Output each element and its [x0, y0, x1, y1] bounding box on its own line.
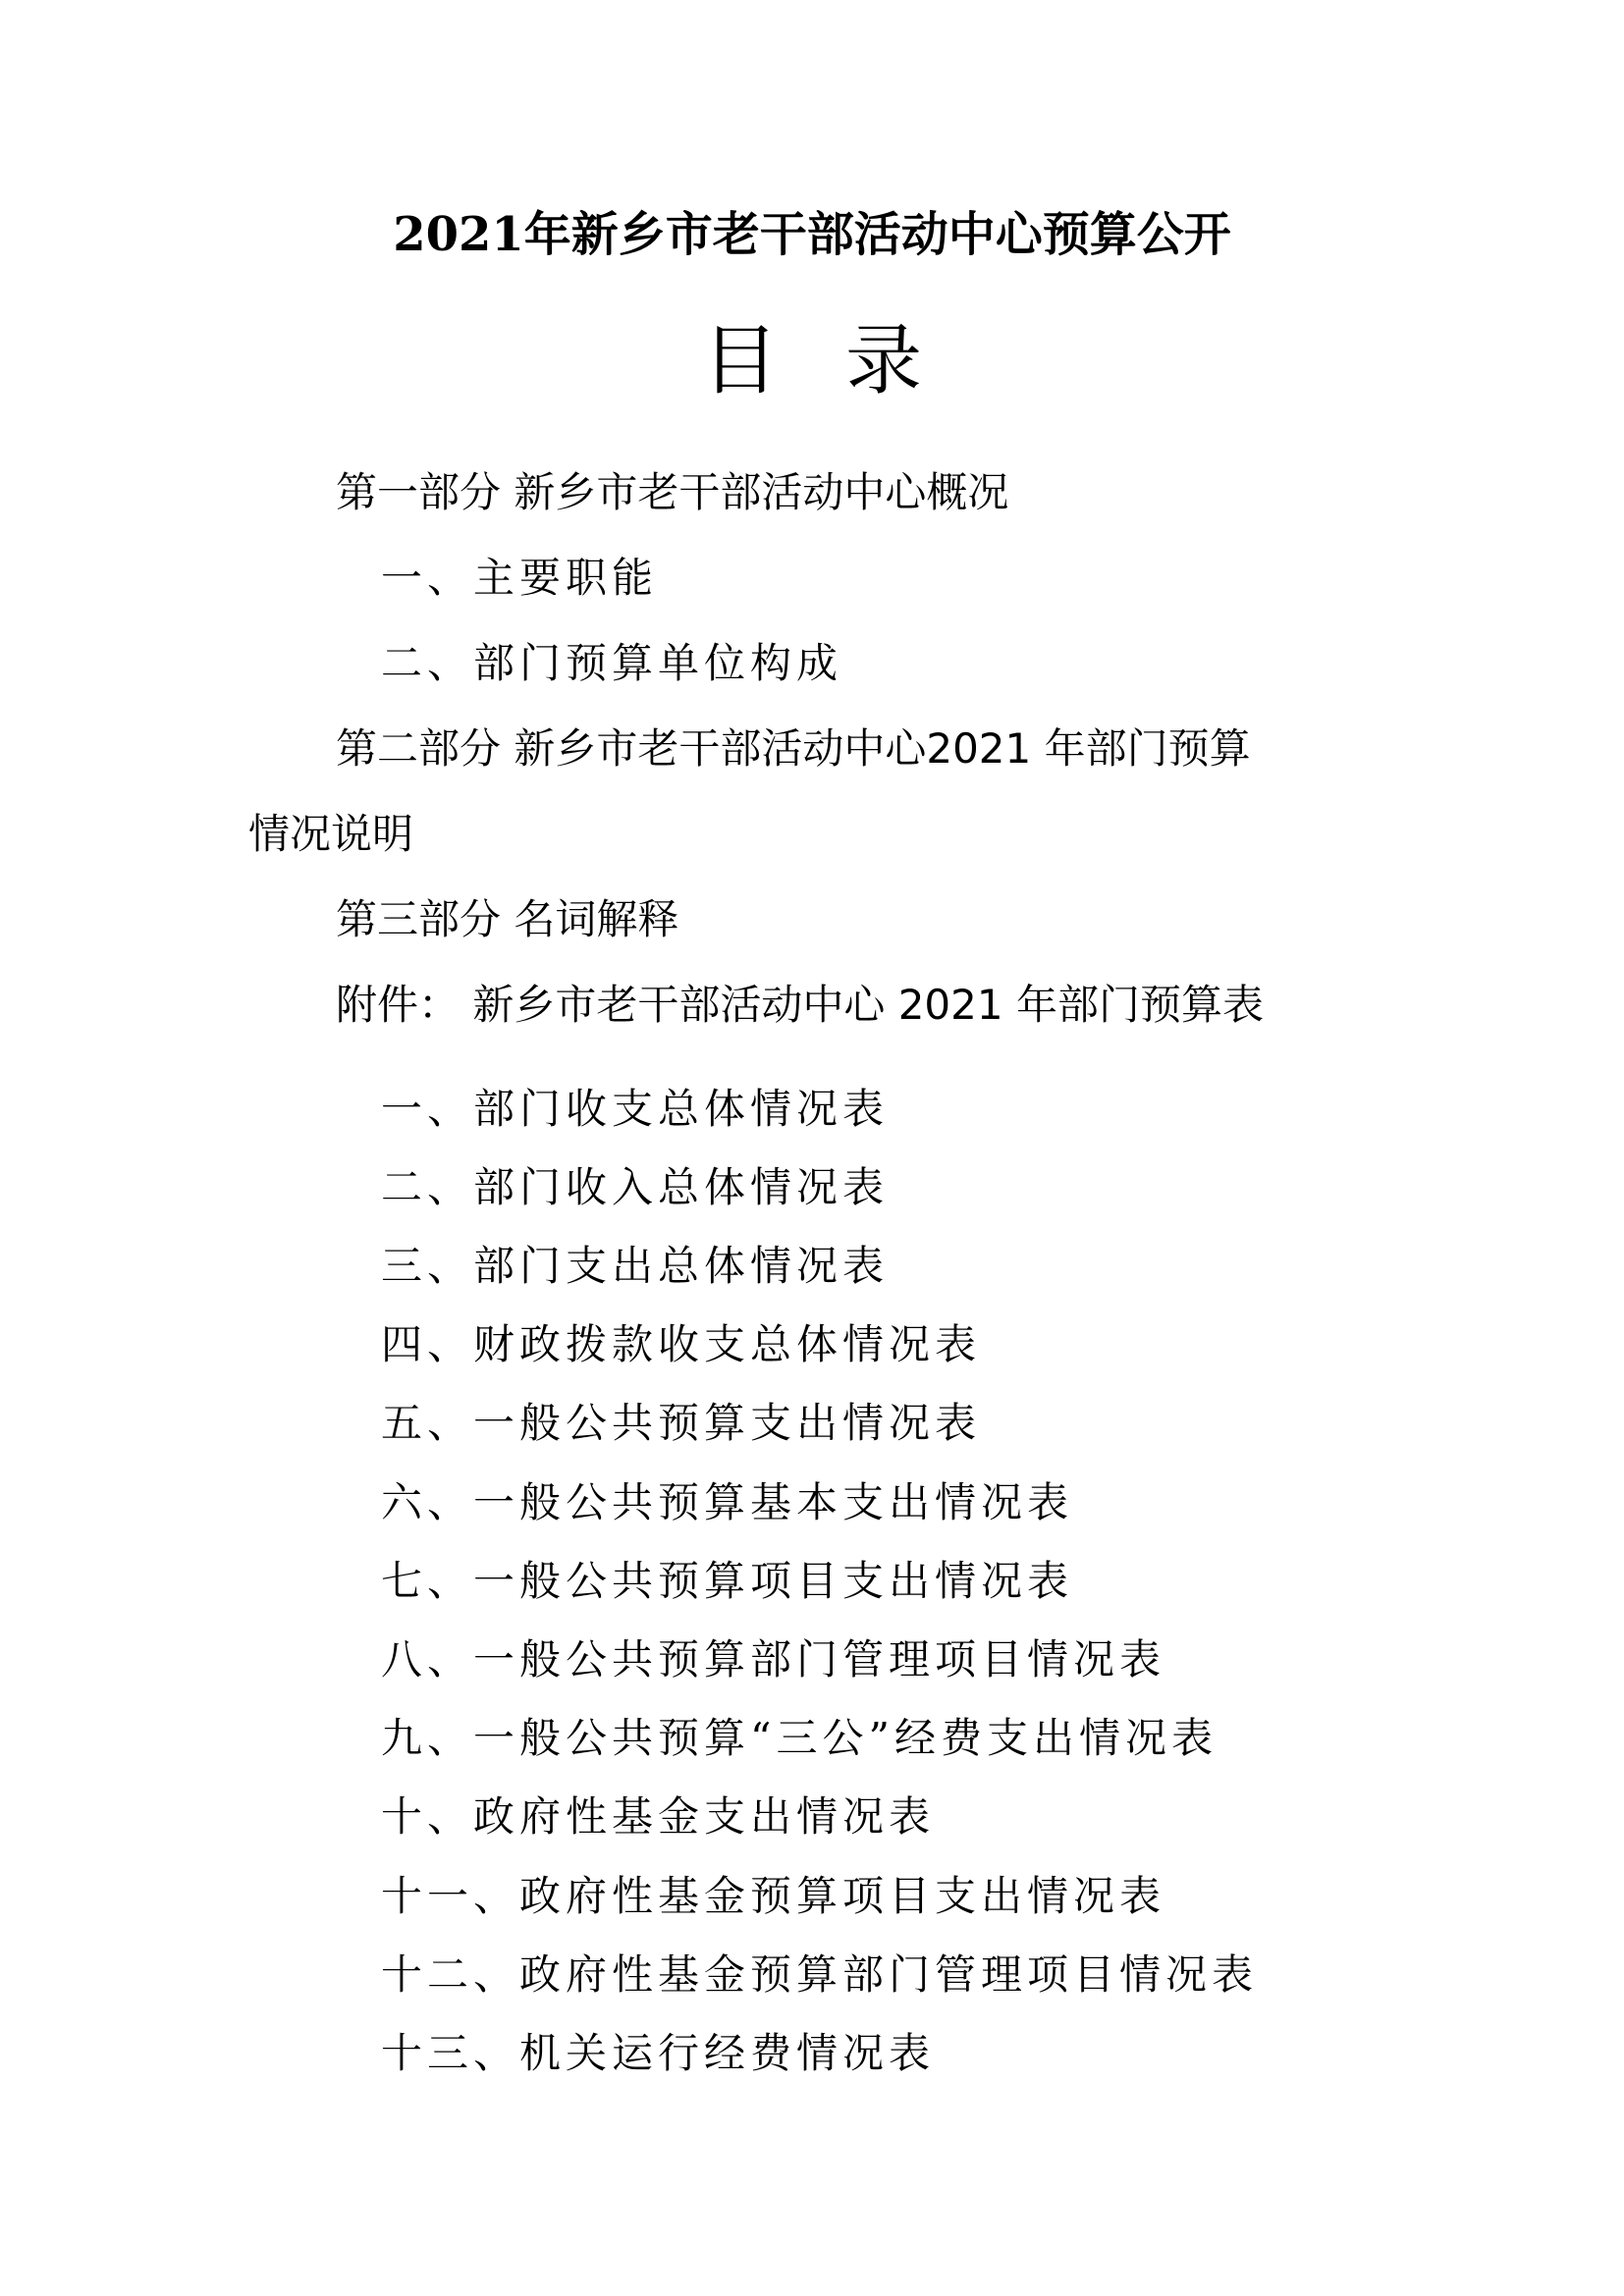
toc-attachment-item-1: 一、部门收支总体情况表	[381, 1085, 890, 1133]
toc-attachment-item-3: 三、部门支出总体情况表	[381, 1242, 890, 1290]
document-title: 2021年新乡市老干部活动中心预算公开	[393, 207, 1231, 262]
toc-attachment-item-8: 八、一般公共预算部门管理项目情况表	[381, 1635, 1166, 1683]
toc-attachment-item-12: 十二、政府性基金预算部门管理项目情况表	[381, 1950, 1259, 1999]
toc-heading	[0, 312, 1624, 410]
toc-attachment-item-4: 四、财政拨款收支总体情况表	[381, 1320, 982, 1368]
toc-attachment-item-6: 六、一般公共预算基本支出情况表	[381, 1478, 1074, 1526]
toc-part-1: 第一部分 新乡市老干部活动中心概况	[336, 468, 1009, 516]
toc-attachment-item-2: 二、部门收入总体情况表	[381, 1163, 890, 1211]
toc-attachment: 附件： 新乡市老干部活动中心 2021 年部门预算表	[336, 981, 1264, 1029]
toc-heading-char-1: 目	[701, 317, 779, 405]
toc-part-2: 第二部分 新乡市老干部活动中心2021 年部门预算	[336, 724, 1251, 773]
toc-attachment-item-10: 十、政府性基金支出情况表	[381, 1792, 936, 1841]
toc-attachment-item-9: 九、一般公共预算“三公”经费支出情况表	[381, 1714, 1218, 1762]
toc-attachment-item-13: 十三、机关运行经费情况表	[381, 2029, 936, 2077]
toc-attachment-item-5: 五、一般公共预算支出情况表	[381, 1399, 982, 1447]
toc-attachment-item-11: 十一、政府性基金预算项目支出情况表	[381, 1872, 1166, 1920]
toc-part-3: 第三部分 名词解释	[336, 895, 679, 943]
toc-part-1-item-1: 一、主要职能	[381, 554, 659, 602]
toc-part-2-continuation: 情况说明	[248, 810, 414, 858]
toc-heading-char-2: 录	[845, 317, 923, 405]
toc-attachment-item-7: 七、一般公共预算项目支出情况表	[381, 1557, 1074, 1605]
toc-part-1-item-2: 二、部门预算单位构成	[381, 639, 843, 687]
